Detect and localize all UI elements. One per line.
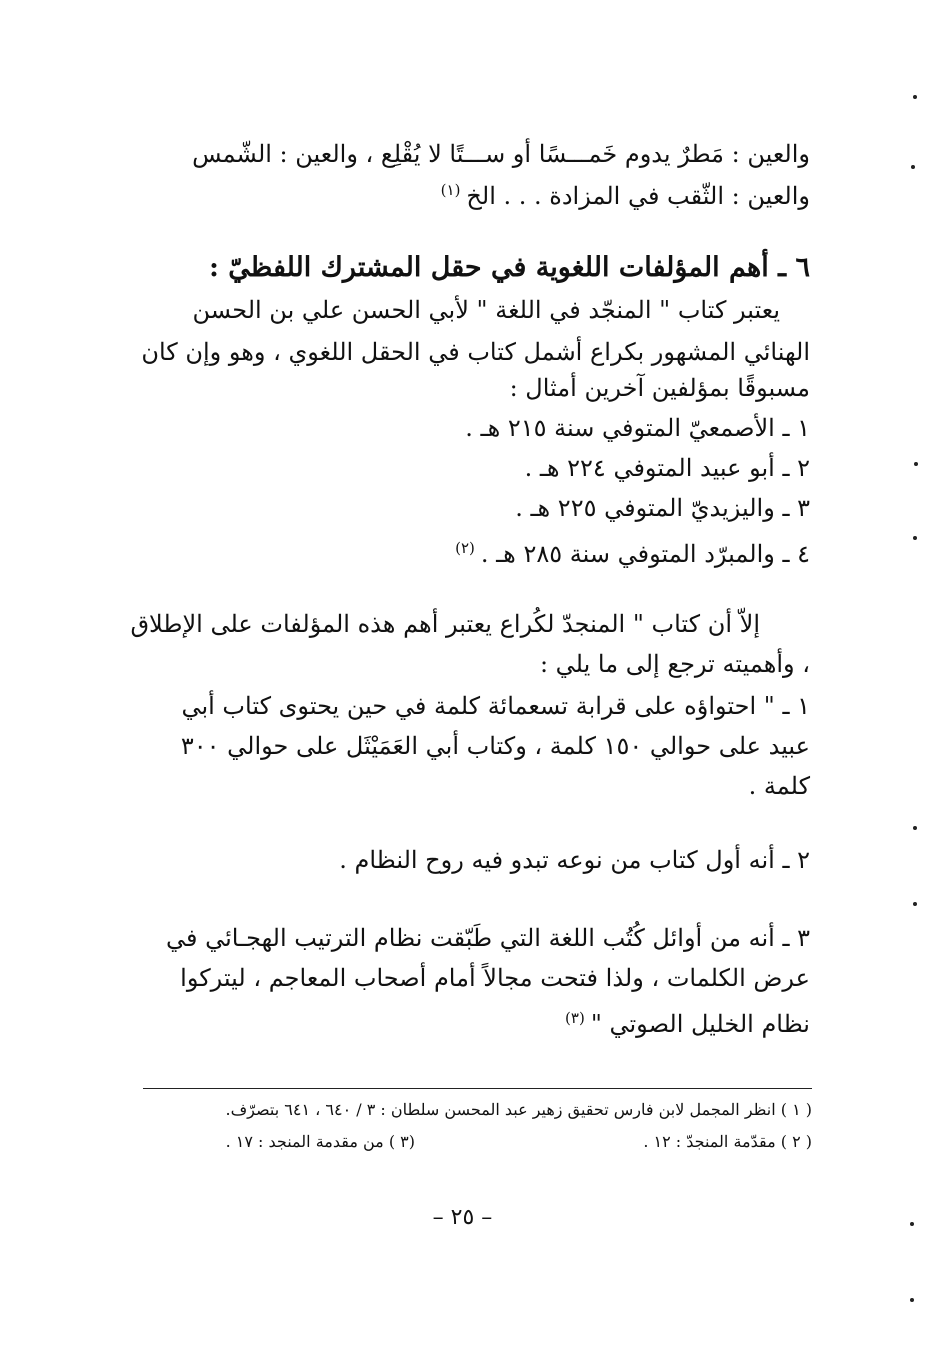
intro-line-2-text: والعين : الثّقب في المزادة . . . الخ: [466, 182, 810, 210]
point1-line-1: ١ ـ " احتواؤه على قرابة تسعمائة كلمة في حين يحتوى كتاب أبي: [181, 692, 810, 720]
point2: ٢ ـ أنه أول كتاب من نوعه تبدو فيه روح النظام .: [339, 846, 810, 874]
list-item-4: [449, 530, 810, 572]
intro-line-2: [435, 172, 810, 214]
footnote-1: ( ١ ) انظر المجمل لابن فارس تحقيق زهير عبد المحسن سلطان : ٣ / ٦٤٠ ، ٦٤١ بتصرّف.: [225, 1100, 812, 1119]
scan-speck: [913, 826, 917, 830]
point1-line-3: كلمة .: [748, 772, 810, 800]
page-number: – ٢٥ –: [432, 1205, 493, 1230]
footnote-ref-3: (٣): [565, 1009, 585, 1027]
para1-line-1: يعتبر كتاب " المنجّد في اللغة " لأبي الحسن علي بن الحسن: [192, 296, 780, 324]
footnote-divider: [143, 1088, 812, 1089]
footnote-2: ( ٢ ) مقدّمة المنجدّ : ١٢ .: [643, 1132, 812, 1151]
section-heading: ٦ ـ أهم المؤلفات اللغوية في حقل المشترك اللفظيّ :: [208, 252, 810, 283]
para1-line-2: الهنائي المشهور بكراع أشمل كتاب في الحقل اللغوي ، وهو وإن كان: [141, 338, 810, 366]
scan-speck: [913, 95, 917, 99]
point3-line-3-text: نظام الخليل الصوتي ": [590, 1010, 810, 1038]
footnote-ref-1: (١): [440, 181, 461, 199]
para2-line-1: إلاّ أن كتاب " المنجدّ لكُراع يعتبر أهم هذه المؤلفات على الإطلاق: [130, 610, 760, 638]
list-item-2: ٢ ـ أبو عبيد المتوفي ٢٢٤ هـ .: [524, 454, 810, 482]
point3-line-1: ٣ ـ أنه من أوائل كُتُب اللغة التي طَبّقت نظام الترتيب الهجـائي في: [165, 924, 810, 952]
point1-line-2: عبيد على حوالي ١٥٠ كلمة ، وكتاب أبي العَمَيْثَل على حوالي ٣٠٠: [180, 732, 810, 760]
footnote-ref-2: (٢): [455, 539, 475, 557]
point3-line-3: [559, 1000, 810, 1042]
list-item-4-text: ٤ ـ والمبرّد المتوفي سنة ٢٨٥ هـ .: [480, 540, 810, 568]
list-item-3: ٣ ـ واليزيديّ المتوفي ٢٢٥ هـ .: [515, 494, 810, 522]
footnote-3: (٣ ) من مقدمة المنجد : ١٧ .: [225, 1132, 415, 1151]
scan-speck: [913, 536, 917, 540]
scan-speck: [911, 165, 915, 169]
scan-speck: [914, 462, 918, 466]
scan-speck: [910, 1298, 914, 1302]
scan-speck: [910, 1222, 914, 1226]
para2-line-2: ، وأهميته ترجع إلى ما يلي :: [539, 650, 810, 678]
list-item-1: ١ ـ الأصمعيّ المتوفي سنة ٢١٥ هـ .: [465, 414, 810, 442]
point3-line-2: عرض الكلمات ، ولذا فتحت مجالاً أمام أصحاب المعاجم ، ليتركوا: [180, 964, 810, 992]
para1-line-3: مسبوقًا بمؤلفين آخرين أمثال :: [509, 374, 810, 402]
scan-speck: [913, 902, 917, 906]
intro-line-1: والعين : مَطرٌ يدوم خَمـــسًا أو ســـتًا لا يُقْلِع ، والعين : الشّمس: [192, 140, 810, 168]
